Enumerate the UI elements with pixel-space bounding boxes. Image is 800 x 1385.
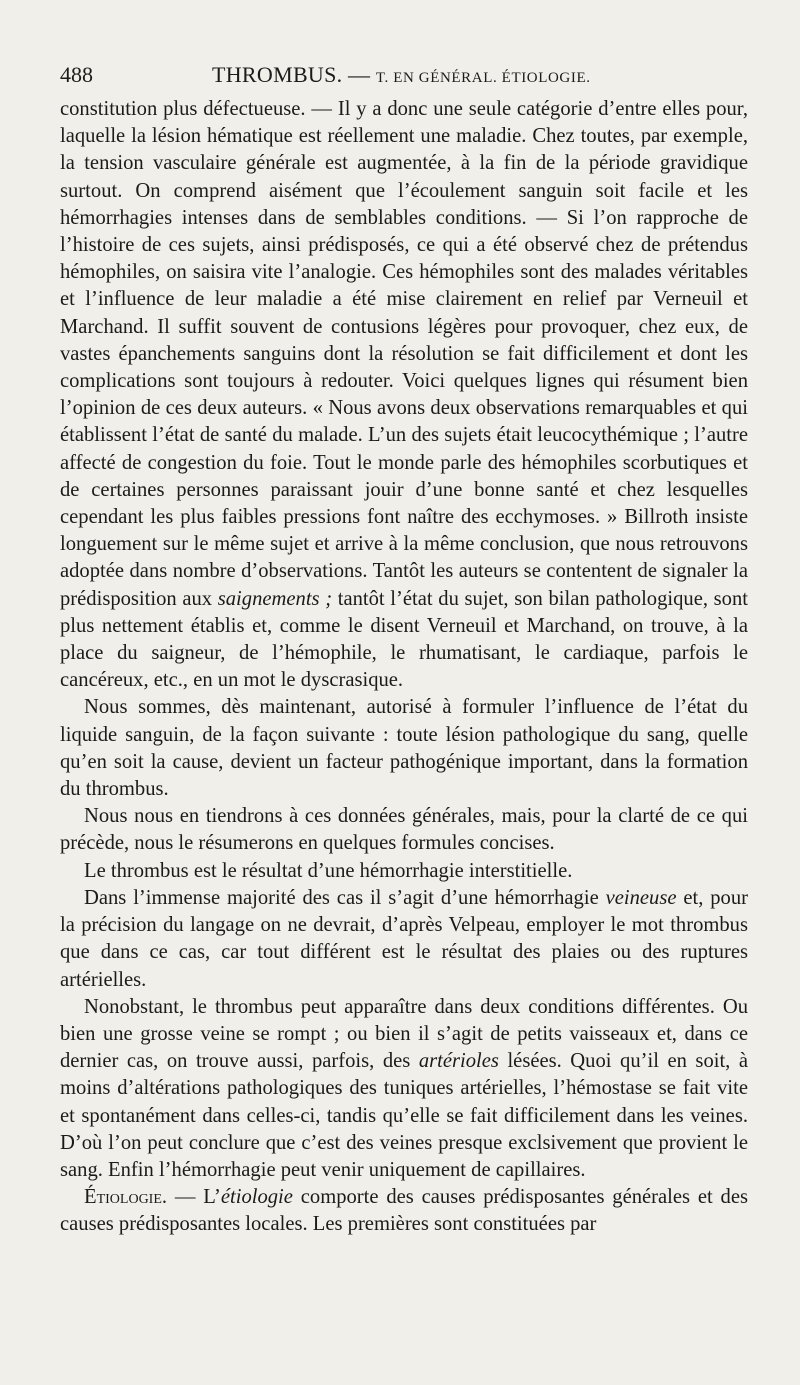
paragraph (60, 1184, 748, 1238)
running-head-separator: — (348, 62, 371, 87)
paragraph (60, 803, 748, 857)
italic-text: étiologie (220, 1186, 293, 1209)
paragraph-text: Nonobstant, le thrombus peut apparaître dans deux conditions différentes. Ou bien une grosse veine se rompt ; ou bien il s’agit de petits vaisseaux et, dans ce dernier cas, on trouve aussi, parfois, des (60, 995, 748, 1073)
paragraph-text: et, pour la précision du langage on ne devrait, d’après Velpeau, employer le mot thrombus que dans ce cas, car tout différent est le résultat des plaies ou des ruptures artérielles. (60, 886, 748, 991)
paragraph (60, 96, 748, 694)
paragraph (60, 994, 748, 1184)
running-header (60, 56, 748, 96)
running-head (212, 62, 591, 88)
paragraph-text: — L’ (167, 1186, 221, 1209)
section-heading: Étiologie. (84, 1186, 168, 1209)
running-head-title: THROMBUS. (212, 62, 343, 87)
italic-text: veineuse (605, 886, 677, 909)
page-number: 488 (60, 62, 93, 87)
paragraph-text: tantôt l’état du sujet, son bilan pathologique, sont plus nettement établis et, comme le disent Verneuil et Marchand, on trouve, à la place du saigneur, de l’hémophile, le rhumatisant, le cardiaque, parfois le cancéreux, etc., en un mot le dyscrasique. (60, 587, 748, 692)
running-head-section: T. EN GÉNÉRAL. ÉTIOLOGIE. (375, 70, 591, 86)
paragraph-text: Le thrombus est le résultat d’une hémorrhagie interstitielle. (84, 859, 573, 882)
paragraph (60, 858, 748, 885)
page-body (60, 96, 748, 1239)
paragraph-text: Dans l’immense majorité des cas il s’agit d’une hémorrhagie (84, 886, 606, 909)
paragraph (60, 694, 748, 803)
italic-text: saignements ; (217, 587, 333, 610)
paragraph-text: constitution plus défectueuse. — Il y a donc une seule catégorie d’entre elles pour, laquelle la lésion hématique est réellement une maladie. Chez toutes, par exemple, la tension vasculaire générale est augmentée, à la fin de la période gravidique surtout. On comprend aisément que l’écoulement sanguin soit facile et les hémorrhagies intenses dans de semblables conditions. — Si l’on rapproche de l’histoire de ces sujets, ainsi prédisposés, ce qui a été observé chez de prétendus hémophiles, on saisira vite l’analogie. Ces hémophiles sont des malades véritables et l’influence de leur maladie a été mise clairement en relief par Verneuil et Marchand. Il suffit souvent de contusions légères pour provoquer, chez eux, de vastes épanchements sanguins dont la résolution se fait difficilement et dont les complications sont toujours à redouter. Voici quelques lignes qui résument bien l’opinion de ces deux auteurs. « Nous avons deux observations remarquables et qui établissent l’état de santé du malade. L’un des sujets était leucocythémique ; l’autre affecté de congestion du foie. Tout le monde parle des hémophiles scorbutiques et de certaines personnes paraissant jouir d’une bonne santé et chez lesquelles cependant les plus faibles pressions font naître des ecchymoses. » Billroth insiste longuement sur le même sujet et arrive à la même conclusion, que nous retrouvons adoptée dans nombre d’observations. Tantôt les auteurs se contentent de signaler la prédisposition aux (60, 98, 748, 610)
paragraph (60, 885, 748, 994)
paragraph-text: lésées. Quoi qu’il en soit, à moins d’altérations pathologiques des tuniques artérielles, l’hémostase se fait vite et spontanément dans celles-ci, tandis qu’elle se fait difficilement dans les veines. D’où l’on peut conclure que c’est des veines presque exclsivement que provient le sang. Enfin l’hémorrhagie peut venir uniquement de capillaires. (60, 1050, 749, 1181)
paragraph-text: Nous nous en tiendrons à ces données générales, mais, pour la clarté de ce qui précède, nous le résumerons en quelques formules concises. (60, 805, 748, 855)
paragraph-text: Nous sommes, dès maintenant, autorisé à formuler l’influence de l’état du liquide sanguin, de la façon suivante : toute lésion pathologique du sang, quelle qu’en soit la cause, devient un facteur pathogénique important, dans la formation du thrombus. (60, 696, 748, 801)
paragraph-text: comporte des causes prédisposantes générales et des causes prédisposantes locales. Les premières sont constituées par (60, 1186, 749, 1236)
italic-text: artérioles (418, 1050, 499, 1073)
